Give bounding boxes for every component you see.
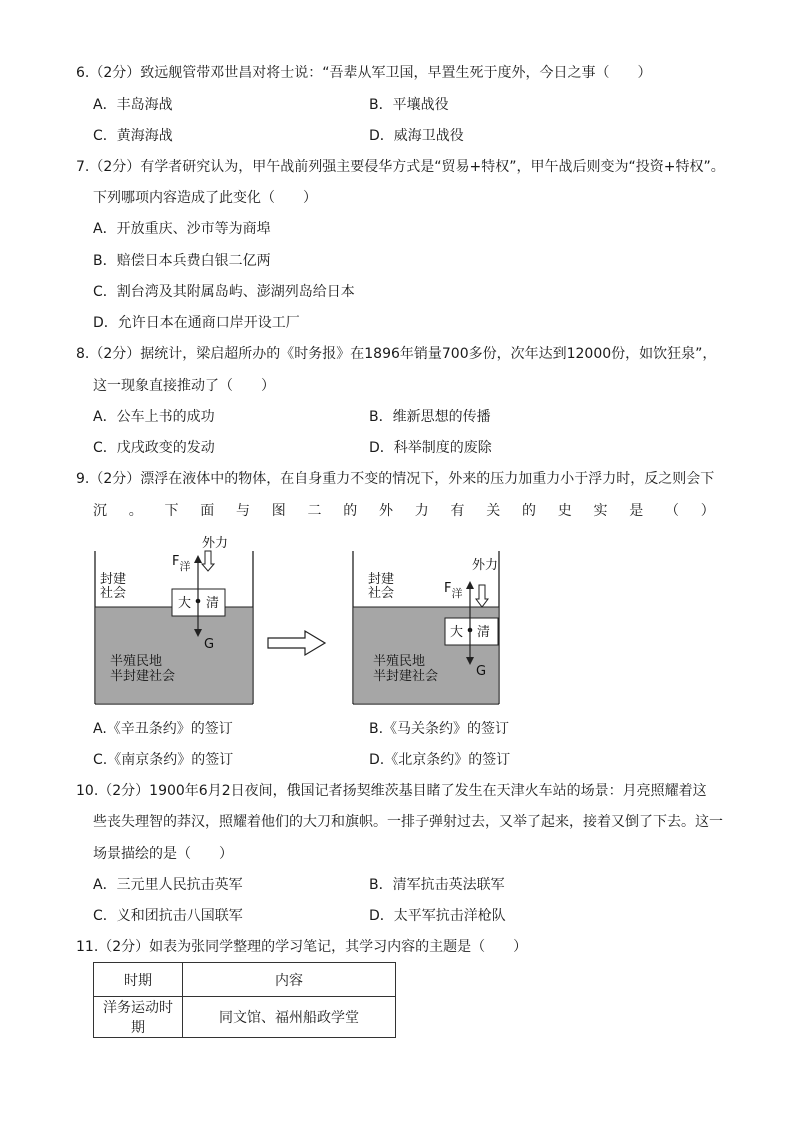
q7-stem-line2: 下列哪项内容造成了此变化（ ）	[93, 190, 317, 206]
q9-stem-line1: 9.（2分）漂浮在液体中的物体，在自身重力不变的情况下，外来的压力加重力小于浮力时，反之则会下	[76, 471, 715, 487]
figure-right-outside-force: 外力	[472, 558, 499, 573]
figure-right-semi-1: 半殖民地	[373, 654, 426, 669]
q9-stem-char: 图	[271, 503, 286, 519]
figure-right-feudal-1: 封建	[368, 572, 395, 587]
q9-stem-char: 面	[200, 503, 215, 519]
q7-option-c[interactable]: C．割台湾及其附属岛屿、澎湖列岛给日本	[93, 284, 355, 300]
q8-stem-line1: 8.（2分）据统计，梁启超所办的《时务报》在1896年销量700多份，次年达到12000份，如饮狂泉”，	[76, 346, 717, 362]
q7-option-a[interactable]: A．开放重庆、沙市等为商埠	[93, 221, 271, 237]
figure-left-box-left: 大	[178, 596, 192, 611]
q7-option-d[interactable]: D．允许日本在通商口岸开设工厂	[93, 315, 300, 331]
transition-arrow-icon	[268, 631, 325, 655]
q9-stem-char: 的	[522, 503, 536, 519]
study-notes-table	[93, 962, 396, 1038]
q9-stem-char: 史	[557, 503, 572, 519]
figure-right-feudal-2: 社会	[368, 586, 395, 601]
figure-left-feudal-2: 社会	[100, 586, 127, 601]
q6-option-a[interactable]: A．丰岛海战	[93, 97, 173, 113]
q10-option-c[interactable]: C．义和团抗击八国联军	[93, 908, 243, 924]
q6-option-d[interactable]: D．威海卫战役	[369, 128, 464, 144]
figure-right-box-left: 大	[450, 625, 464, 640]
figure-right-panel	[353, 551, 499, 704]
figure-left-panel	[95, 535, 253, 704]
q9-stem-char: 力	[414, 503, 429, 519]
table-cell-content: 同文馆、福州船政学堂	[183, 997, 396, 1038]
q9-stem-char: 有	[450, 503, 465, 519]
q9-option-a[interactable]: A.《辛丑条约》的签订	[93, 721, 233, 737]
table-row	[94, 997, 396, 1038]
figure-right-semi-2: 半封建社会	[373, 669, 439, 684]
q6-option-c[interactable]: C．黄海海战	[93, 128, 173, 144]
table-header-content: 内容	[183, 963, 396, 997]
q10-option-a[interactable]: A．三元里人民抗击英军	[93, 877, 243, 893]
q8-option-b[interactable]: B．维新思想的传播	[369, 409, 491, 425]
table-cell-period: 洋务运动时期	[94, 997, 183, 1038]
q9-stem-char: ）	[700, 503, 715, 519]
q8-stem-line2: 这一现象直接推动了（ ）	[93, 378, 275, 394]
q10-option-d[interactable]: D．太平军抗击洋枪队	[369, 908, 506, 924]
q9-stem-char: 实	[593, 503, 608, 519]
q8-option-d[interactable]: D．科举制度的废除	[369, 440, 492, 456]
figure-right-gravity: G	[476, 664, 487, 679]
q10-stem-line1: 10.（2分）1900年6月2日夜间，俄国记者扬契维茨基目睹了发生在天津火车站的场景：月亮照耀着这	[76, 783, 707, 799]
figure-left-outside-force: 外力	[202, 536, 229, 551]
figure-left-semi-1: 半殖民地	[110, 654, 163, 669]
figure-left-semi-2: 半封建社会	[110, 669, 176, 684]
q9-stem-char: （	[665, 503, 679, 519]
q9-stem-char: 的	[343, 503, 358, 519]
q9-option-c[interactable]: C.《南京条约》的签订	[93, 752, 234, 768]
q7-stem-line1: 7.（2分）有学者研究认为，甲午战前列强主要侵华方式是“贸易+特权”，甲午战后则变为“投资+特权”。	[76, 159, 725, 175]
q9-stem-char: 是	[629, 503, 644, 519]
figure-right-f-yang: $F_洋$	[444, 581, 463, 600]
q10-stem-line3: 场景描绘的是（ ）	[93, 846, 233, 862]
table-header-period: 时期	[94, 963, 183, 997]
figure-left-f-yang: $F_洋$	[172, 554, 191, 573]
q9-stem-char: 外	[379, 503, 393, 519]
q9-stem-char: 沉	[93, 503, 107, 519]
q8-option-c[interactable]: C．戊戌政变的发动	[93, 440, 215, 456]
figure-left-gravity: G	[204, 637, 215, 652]
q9-option-b[interactable]: B.《马关条约》的签订	[369, 721, 510, 737]
q10-stem-line2: 些丧失理智的莽汉，照耀着他们的大刀和旗帜。一排子弹射过去，又举了起来，接着又倒了下去。这一	[93, 814, 723, 830]
q9-stem-char: 下	[164, 503, 179, 519]
q11-stem: 11.（2分）如表为张同学整理的学习笔记，其学习内容的主题是（ ）	[76, 939, 528, 955]
q6-option-b[interactable]: B．平壤战役	[369, 97, 449, 113]
q9-stem-char: 二	[307, 503, 322, 519]
q7-option-b[interactable]: B．赔偿日本兵费白银二亿两	[93, 253, 271, 269]
figure-right-box-right: 清	[477, 625, 491, 640]
q9-option-d[interactable]: D.《北京条约》的签订	[369, 752, 511, 768]
q9-stem-char: 与	[236, 503, 250, 519]
q9-stem-char: 。	[128, 503, 143, 519]
q10-option-b[interactable]: B．清军抗击英法联军	[369, 877, 505, 893]
q6-stem: 6.（2分）致远舰管带邓世昌对将士说：“吾辈从军卫国，早置生死于度外，今日之事（ ）	[76, 65, 652, 81]
buoyancy-figure	[90, 535, 510, 710]
figure-left-feudal-1: 封建	[100, 572, 127, 587]
table-header-row	[94, 963, 396, 997]
q9-stem-line2	[93, 502, 715, 520]
q8-option-a[interactable]: A．公车上书的成功	[93, 409, 215, 425]
figure-left-box-right: 清	[206, 596, 220, 611]
q9-stem-char: 关	[486, 503, 501, 519]
